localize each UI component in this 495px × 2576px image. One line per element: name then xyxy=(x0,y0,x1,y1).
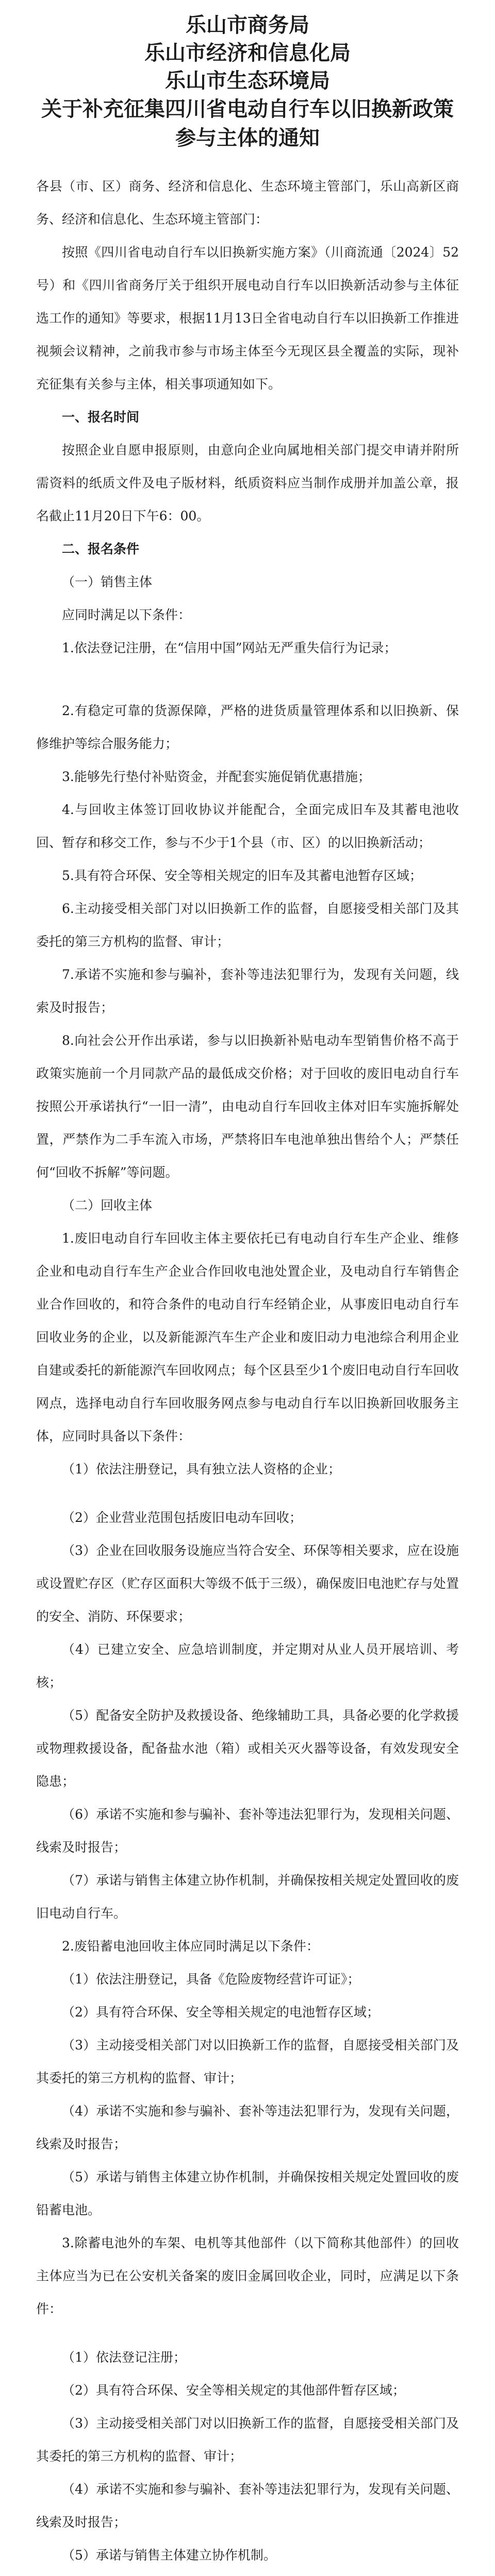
battery-condition-3: （3）主动接受相关部门对以旧换新工作的监督，自愿接受相关部门及其委托的第三方机构的监督、审计； xyxy=(36,2038,459,2086)
recycling-condition-2: （2）企业营业范围包括废旧电动车回收； xyxy=(62,1510,302,1525)
recycling-condition-3: （3）企业在回收服务设施应当符合安全、环保等相关要求，应在设施或设置贮存区（贮存区面积大等级不低于三级），确保废旧电池贮存与处置的安全、消防、环保要求； xyxy=(36,1543,459,1624)
sales-condition-6: 6.主动接受相关部门对以旧换新工作的监督，自愿接受相关部门及其委托的第三方机构的监督、审计； xyxy=(36,901,459,949)
sales-condition-7: 7.承诺不实施和参与骗补，套补等违法犯罪行为，发现有关问题，线索及时报告； xyxy=(36,967,459,1015)
battery-condition-5: （5）承诺与销售主体建立协作机制，并确保按相关规定处置回收的废铅蓄电池。 xyxy=(36,2170,459,2217)
recycling-condition-7: （7）承诺与销售主体建立协作机制，并确保按相关规定处置回收的废旧电动自行车。 xyxy=(36,1873,459,1921)
battery-recycling-heading: 2.废铅蓄电池回收主体应同时满足以下条件： xyxy=(62,1939,319,1954)
issuer-commerce: 乐山市商务局 xyxy=(186,13,309,37)
intro-paragraph: 按照《四川省电动自行车以旧换新实施方案》（川商流通〔2024〕52号）和《四川省商务厅关于组织开展电动自行车以旧换新活动参与主体征选工作的通知》等要求，根据11月13日全省电动自行车以旧换新工作推进视频会议精神，之前我市参与市场主体至今无现区县全覆盖的实际，现补充征集有关参与主体，相关事项通知如下。 xyxy=(36,245,459,392)
issuer-block xyxy=(36,11,459,95)
recycling-condition-4: （4）已建立安全、应急培训制度，并定期对从业人员开展培训、考核； xyxy=(36,1642,459,1690)
other-parts-heading: 3.除蓄电池外的车架、电机等其他部件（以下简称其他部件）的回收主体应当为已在公安机关备案的废旧金属回收企业，同时，应满足以下条件： xyxy=(36,2235,459,2316)
battery-condition-2: （2）具有符合环保、安全等相关规定的电池暂存区域； xyxy=(62,2005,380,2020)
battery-condition-1: （1）依法注册登记，具备《危险废物经营许可证》； xyxy=(62,1972,360,1987)
document-title xyxy=(36,95,459,152)
sales-condition-4: 4.与回收主体签订回收协议并能配合，全面完成旧车及其蓄电池收回、暂存和移交工作，参与不少于1个县（市、区）的以旧换新活动； xyxy=(36,802,459,850)
battery-condition-4: （4）承诺不实施和参与骗补、套补等违法犯罪行为，发现有关问题，线索及时报告； xyxy=(36,2104,459,2151)
recycling-subject-text: 1.废旧电动自行车回收主体主要依托已有电动自行车生产企业、维修企业和电动自行车生产企业合作回收电池处置企业，及电动自行车销售企业合作回收的，和符合条件的电动自行车经销企业，从事废旧电动自行车回收业务的企业，以及新能源汽车生产企业和废旧动力电池综合利用企业自建或委托的新能源汽车回收网点；每个区县至少1个废旧电动自行车回收网点，选择电动自行车回收服务网点参与电动自行车以旧换新回收服务主体，应同时具备以下条件： xyxy=(36,1231,459,1444)
sales-condition-2: 2.有稳定可靠的货源保障，严格的进货质量管理体系和以旧换新、保修维护等综合服务能力； xyxy=(36,703,459,751)
other-parts-condition-5: （5）承诺与销售主体建立协作机制。 xyxy=(62,2548,276,2563)
recycling-subject-heading: （二）回收主体 xyxy=(62,1198,153,1213)
section-1-heading: 一、报名时间 xyxy=(62,410,140,425)
sales-condition-5: 5.具有符合环保、安全等相关规定的旧车及其蓄电池暂存区域； xyxy=(62,868,422,883)
issuer-economy: 乐山市经济和信息化局 xyxy=(144,41,351,65)
sales-condition-1: 1.依法登记注册，在“信用中国”网站无严重失信行为记录； xyxy=(62,640,397,655)
issuer-environment: 乐山市生态环境局 xyxy=(165,69,330,93)
section-1-text: 按照企业自愿申报原则，由意向企业向属地相关部门提交申请并附所需资料的纸质文件及电子版材料，纸质资料应当制作成册并加盖公章，报名截止11月20日下午6：00。 xyxy=(36,443,459,523)
sales-condition-8: 8.向社会公开作出承诺，参与以旧换新补贴电动车型销售价格不高于政策实施前一个月同款产品的最低成交价格；对于回收的废旧电动自行车按照公开承诺执行“一旧一清”，由电动自行车回收主体对旧车实施拆解处置，严禁作为二手车流入市场，严禁将旧车电池单独出售给个人；严禁任何“回收不拆解”等问题。 xyxy=(36,1033,459,1180)
other-parts-condition-2: （2）具有符合环保、安全等相关规定的其他部件暂存区域； xyxy=(62,2383,405,2398)
other-parts-condition-3: （3）主动接受相关部门对以旧换新工作的监督，自愿接受相关部门及其委托的第三方机构的监督、审计； xyxy=(36,2416,459,2464)
recycling-condition-6: （6）承诺不实施和参与骗补、套补等违法犯罪行为，发现相关问题、线索及时报告； xyxy=(36,1807,459,1855)
other-parts-condition-1: （1）依法登记注册； xyxy=(62,2350,186,2365)
sales-subject-intro: 应同时满足以下条件： xyxy=(62,607,191,622)
title-line-1: 关于补充征集四川省电动自行车以旧换新政策 xyxy=(41,97,454,121)
sales-subject-heading: （一）销售主体 xyxy=(62,574,153,589)
title-line-2: 参与主体的通知 xyxy=(175,126,320,150)
recycling-condition-1: （1）依法注册登记，具有独立法人资格的企业； xyxy=(62,1462,341,1477)
salutation: 各县（市、区）商务、经济和信息化、生态环境主管部门，乐山高新区商务、经济和信息化、生态环境主管部门： xyxy=(36,179,459,227)
sales-condition-3: 3.能够先行垫付补贴资金，并配套实施促销优惠措施； xyxy=(62,769,371,784)
section-3-heading xyxy=(36,2572,459,2576)
other-parts-condition-4: （4）承诺不实施和参与骗补、套补等违法犯罪行为，发现有关问题、线索及时报告； xyxy=(36,2482,459,2530)
section-2-heading: 二、报名条件 xyxy=(62,541,140,556)
recycling-condition-5: （5）配备安全防护及救援设备、绝缘辅助工具，具备必要的化学救援或物理救援设备，配备盐水池（箱）或相关灭火器等设备，有效发现安全隐患； xyxy=(36,1708,459,1789)
